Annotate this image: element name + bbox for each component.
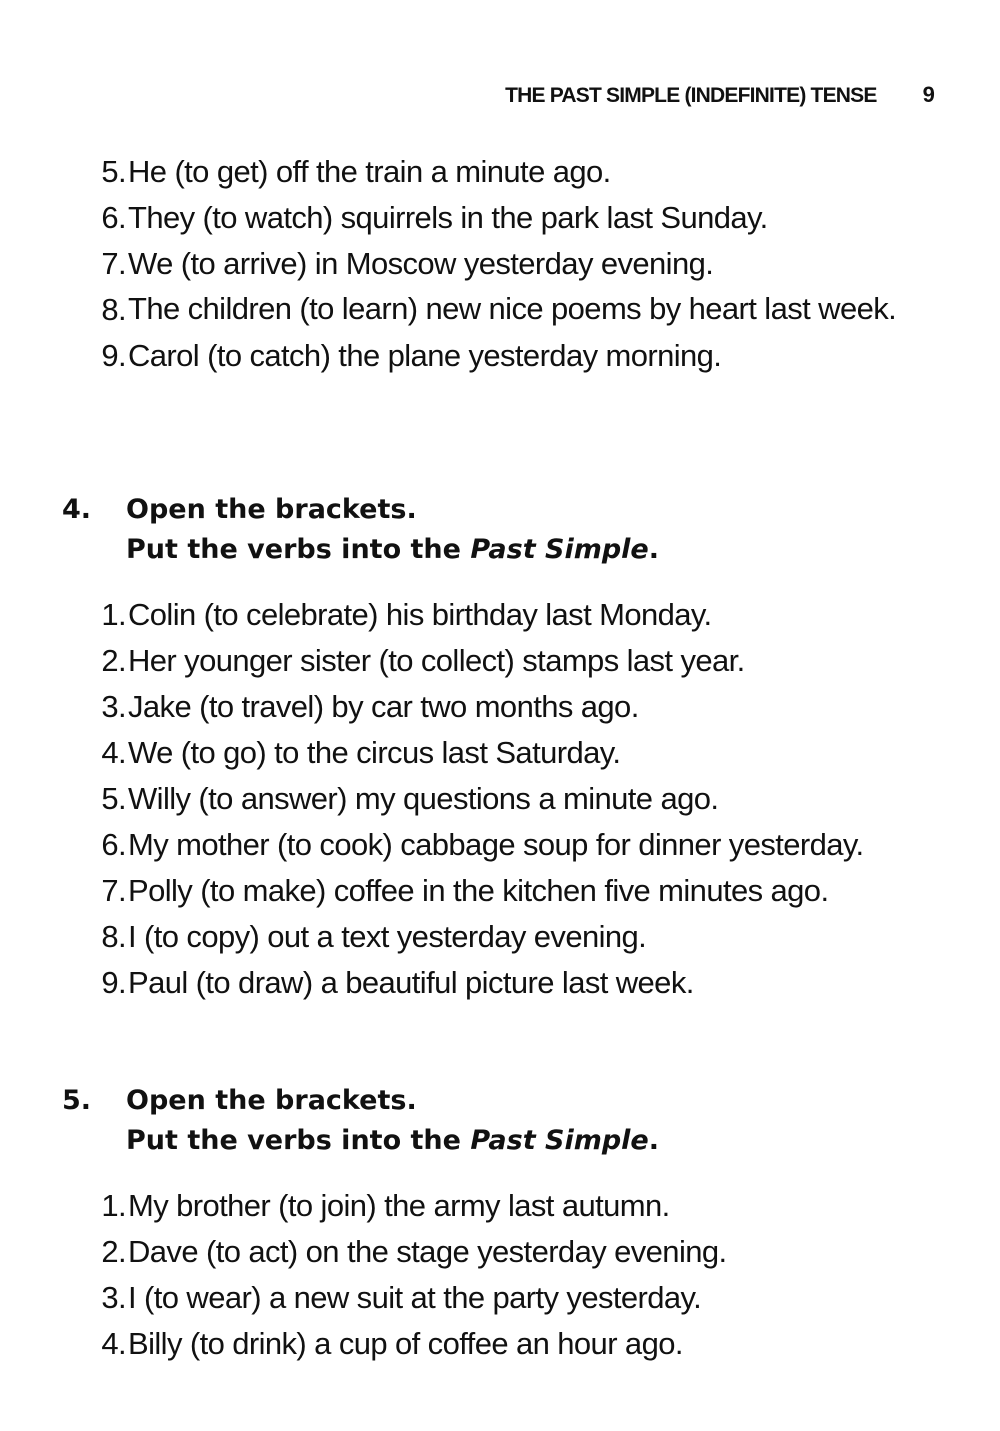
instruction-line-1: Open the brackets.	[126, 494, 417, 525]
item-number: 1.	[101, 1188, 126, 1223]
list-item	[70, 333, 940, 379]
item-number: 2.	[101, 1234, 126, 1269]
list-item	[70, 914, 940, 960]
previous-exercise-list	[70, 149, 940, 379]
list-item	[70, 684, 940, 730]
item-text: My mother (to cook) cabbage soup for dinner yesterday.	[128, 827, 864, 862]
item-number: 9.	[101, 965, 126, 1000]
item-text: We (to arrive) in Moscow yesterday evening.	[128, 246, 714, 281]
item-number: 1.	[101, 597, 126, 632]
running-header	[505, 82, 934, 108]
exercise-4-heading	[62, 490, 659, 570]
instruction-suffix: .	[648, 534, 660, 565]
item-text: We (to go) to the circus last Saturday.	[128, 735, 621, 770]
list-item	[70, 1229, 940, 1275]
list-item	[70, 287, 940, 333]
list-item	[70, 592, 940, 638]
exercise-5-heading	[62, 1081, 659, 1161]
exercise-5-list	[70, 1183, 940, 1367]
list-item	[70, 730, 940, 776]
item-number: 2.	[101, 643, 126, 678]
item-number: 7.	[101, 873, 126, 908]
instruction-suffix: .	[648, 1125, 660, 1156]
instruction-prefix: Put the verbs into the	[126, 534, 471, 565]
item-number: 8.	[101, 292, 126, 327]
item-text: Colin (to celebrate) his birthday last Monday.	[128, 597, 712, 632]
instruction-line-2	[126, 530, 659, 570]
item-text: Billy (to drink) a cup of coffee an hour ago.	[128, 1326, 683, 1361]
exercise-instruction	[126, 1081, 659, 1161]
list-item	[70, 638, 940, 684]
exercise-instruction	[126, 490, 659, 570]
item-number: 4.	[101, 735, 126, 770]
item-text: Her younger sister (to collect) stamps last year.	[128, 643, 745, 678]
item-number: 3.	[101, 689, 126, 724]
instruction-prefix: Put the verbs into the	[126, 1125, 471, 1156]
item-text: Polly (to make) coffee in the kitchen five minutes ago.	[128, 873, 829, 908]
item-text: They (to watch) squirrels in the park last Sunday.	[128, 200, 768, 235]
instruction-line-1: Open the brackets.	[126, 1085, 417, 1116]
tense-name: Past Simple	[470, 1125, 649, 1156]
list-item	[70, 822, 940, 868]
exercise-number: 5.	[62, 1085, 92, 1116]
list-item	[70, 776, 940, 822]
list-item	[70, 149, 940, 195]
item-number: 4.	[101, 1326, 126, 1361]
item-number: 9.	[101, 338, 126, 373]
item-number: 3.	[101, 1280, 126, 1315]
item-number: 7.	[101, 246, 126, 281]
instruction-line-2	[126, 1121, 659, 1161]
exercise-number: 4.	[62, 494, 92, 525]
page-number: 9	[922, 82, 934, 107]
item-text: I (to copy) out a text yesterday evening.	[128, 919, 647, 954]
list-item	[70, 195, 940, 241]
list-item	[70, 1275, 940, 1321]
exercise-4-list	[70, 592, 940, 1006]
item-number: 5.	[101, 154, 126, 189]
item-number: 8.	[101, 919, 126, 954]
tense-name: Past Simple	[470, 534, 649, 565]
list-item	[70, 960, 940, 1006]
item-text: I (to wear) a new suit at the party yesterday.	[128, 1280, 702, 1315]
list-item	[70, 1183, 940, 1229]
running-title: THE PAST SIMPLE (INDEFINITE) TENSE	[505, 84, 877, 107]
item-text: The children (to learn) new nice poems by heart last week.	[128, 291, 897, 326]
item-number: 6.	[101, 200, 126, 235]
item-number: 5.	[101, 781, 126, 816]
item-text: Willy (to answer) my questions a minute ago.	[128, 781, 719, 816]
item-text: My brother (to join) the army last autumn.	[128, 1188, 670, 1223]
list-item	[70, 868, 940, 914]
item-text: Jake (to travel) by car two months ago.	[128, 689, 639, 724]
item-number: 6.	[101, 827, 126, 862]
list-item	[70, 1321, 940, 1367]
item-text: Carol (to catch) the plane yesterday morning.	[128, 338, 722, 373]
item-text: Paul (to draw) a beautiful picture last week.	[128, 965, 694, 1000]
item-text: He (to get) off the train a minute ago.	[128, 154, 611, 189]
list-item	[70, 241, 940, 287]
item-text: Dave (to act) on the stage yesterday evening.	[128, 1234, 727, 1269]
